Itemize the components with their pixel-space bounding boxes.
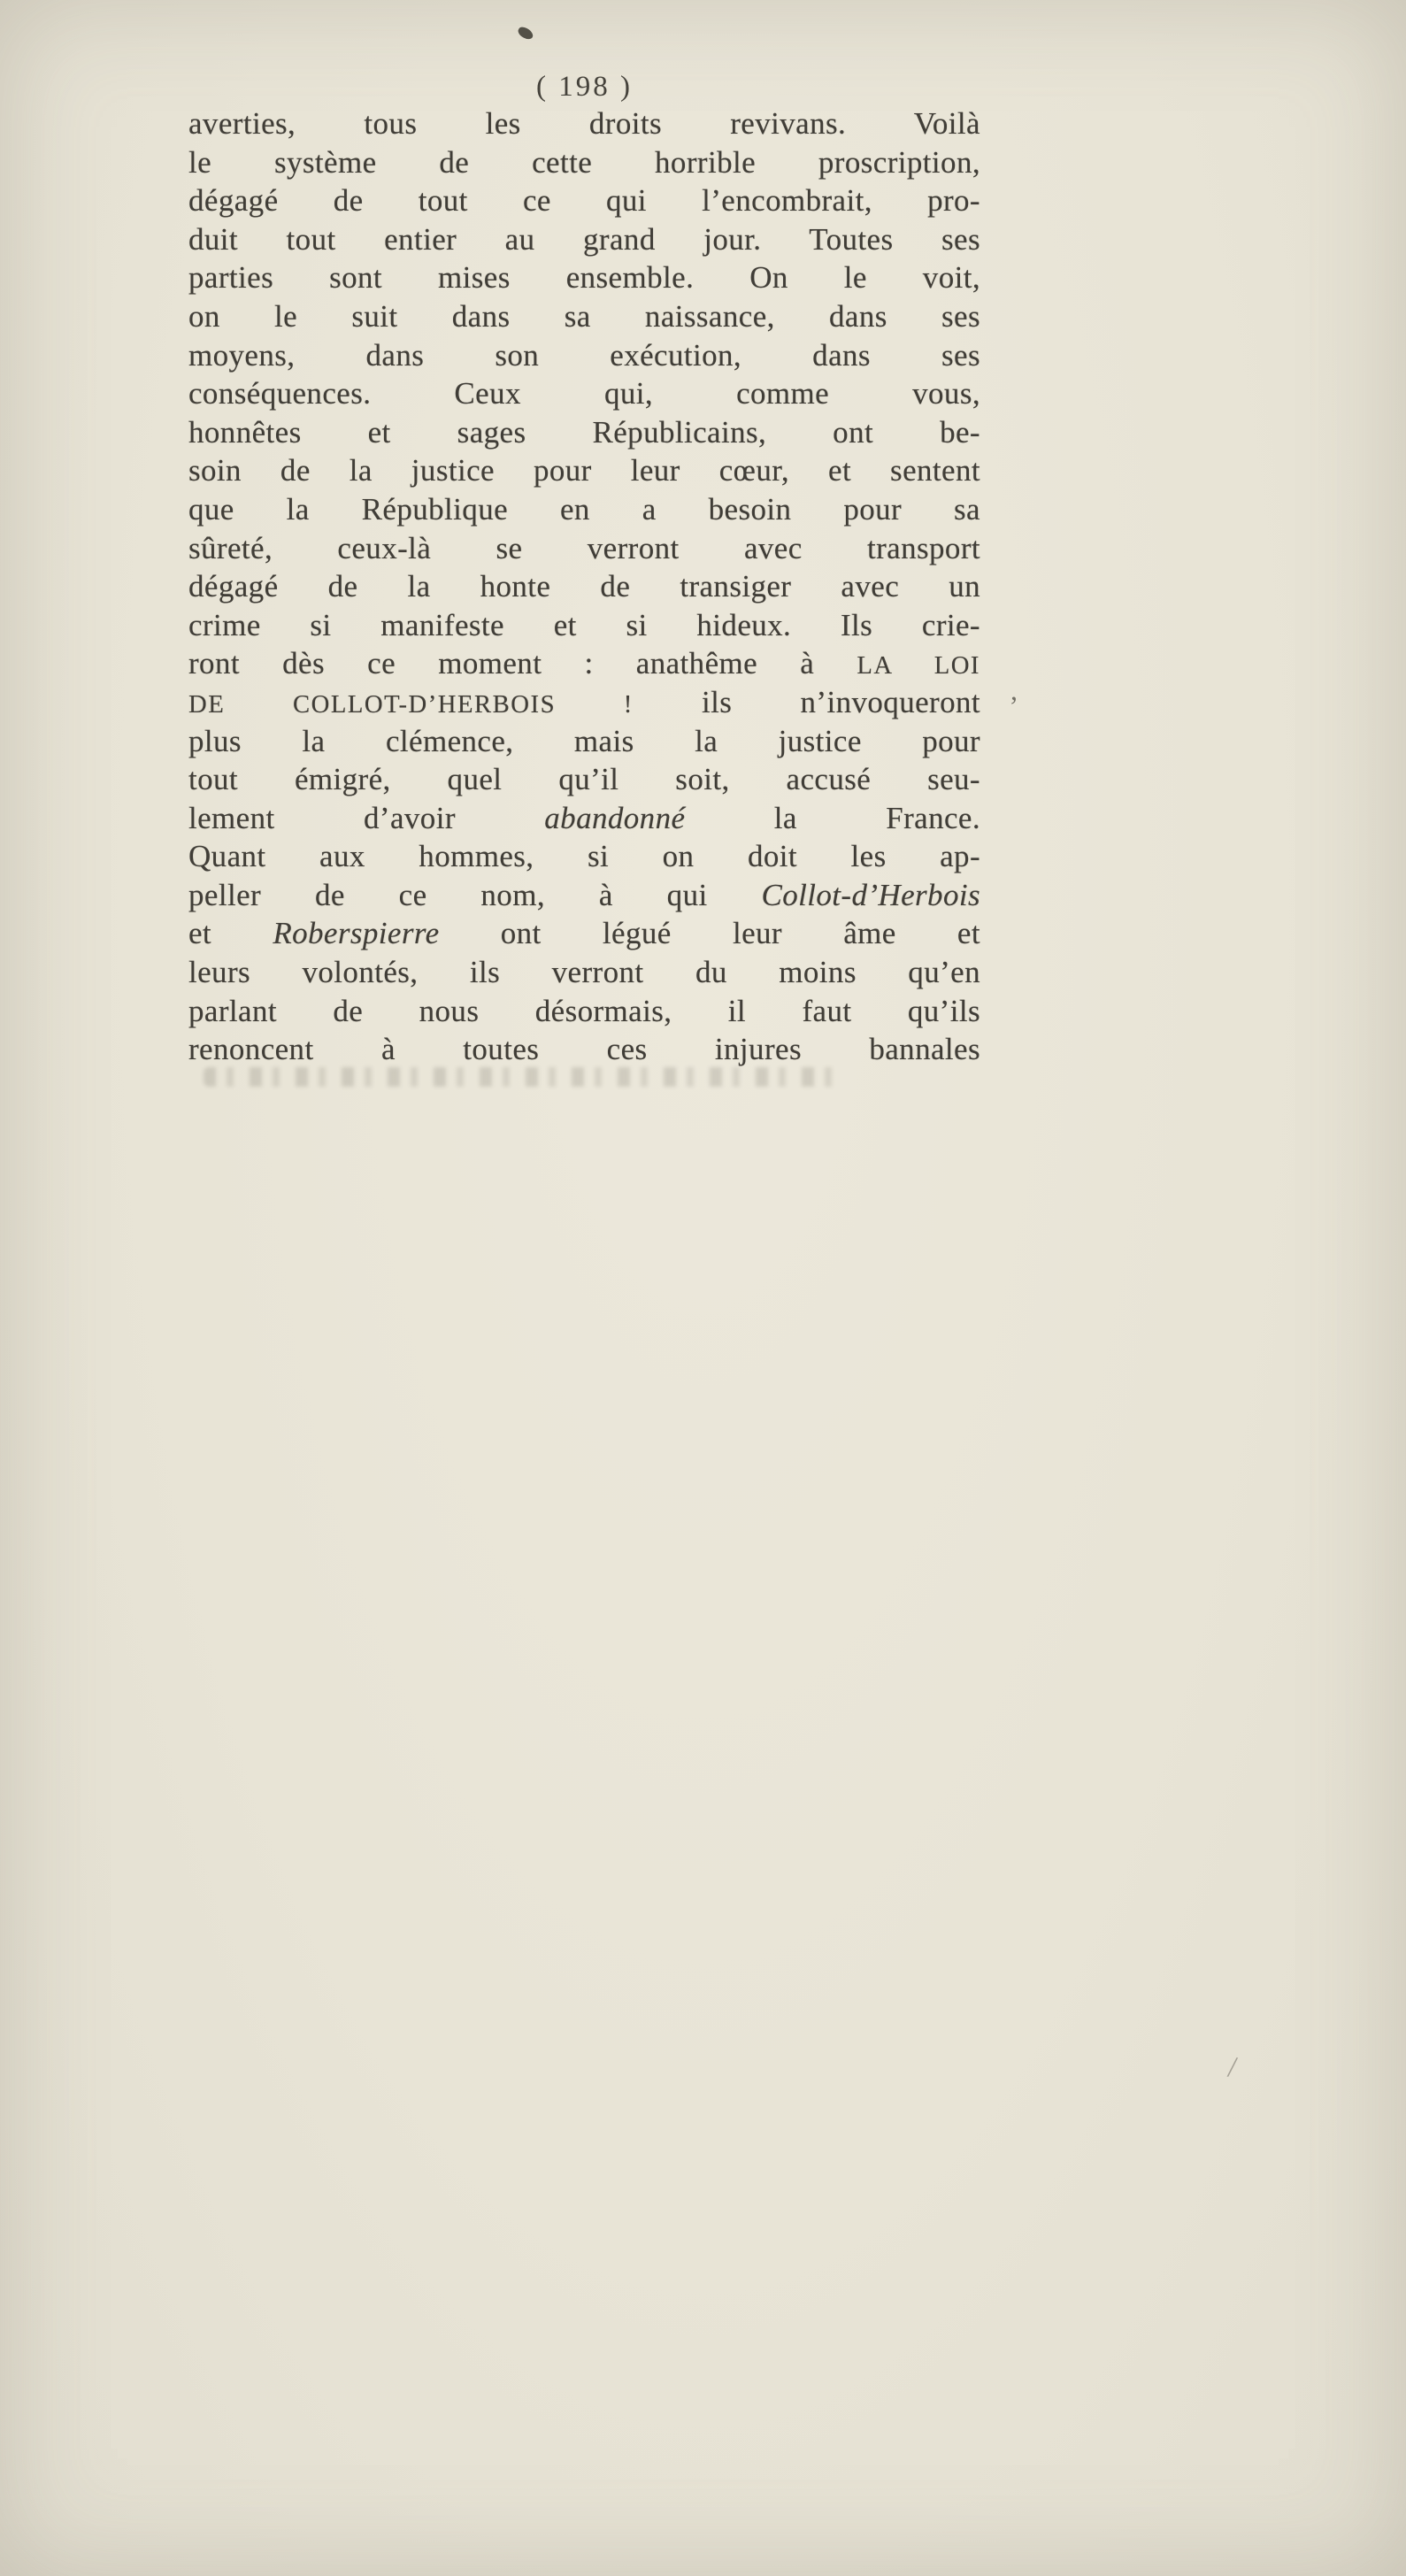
text-segment: duit tout entier au grand jour. Toutes ses — [188, 221, 980, 257]
corner-stray-mark: / — [1225, 2050, 1240, 2085]
text-line — [188, 760, 980, 799]
margin-stray-mark: , — [1010, 674, 1018, 706]
text-segment: soin de la justice pour leur cœur, et sentent — [188, 453, 980, 488]
text-segment: sûreté, ceux-là se verront avec transport — [188, 530, 980, 565]
text-line — [188, 181, 980, 220]
text-segment: abandonné — [544, 800, 686, 835]
text-line — [188, 683, 980, 722]
ink-blot-mark — [516, 25, 534, 41]
text-line — [188, 104, 980, 143]
text-line — [188, 992, 980, 1031]
text-segment: ils n’invoqueront — [633, 684, 981, 719]
text-segment: honnêtes et sages Républicains, ont be- — [188, 414, 980, 450]
text-line — [188, 567, 980, 606]
text-line — [188, 297, 980, 336]
text-segment: lement d’avoir — [188, 800, 545, 835]
text-segment: dégagé de tout ce qui l’encombrait, pro- — [188, 183, 980, 219]
text-line — [188, 644, 980, 683]
text-segment: que la République en a besoin pour sa — [188, 491, 980, 527]
text-segment: Roberspierre — [273, 916, 440, 951]
text-segment: DE COLLOT-D’HERBOIS ! — [188, 689, 634, 719]
text-line — [188, 374, 980, 413]
text-segment: ront dès ce moment : anathême à — [188, 646, 857, 681]
text-segment: averties, tous les droits revivans. Voilà — [188, 106, 980, 141]
text-segment: le système de cette horrible proscription, — [188, 144, 980, 180]
ink-bleed-smudge — [204, 1067, 841, 1087]
text-segment: la France. — [685, 800, 980, 835]
text-segment: parties sont mises ensemble. On le voit, — [188, 260, 980, 296]
page-number: ( 198 ) — [536, 71, 633, 103]
text-line — [188, 413, 980, 452]
text-segment: parlant de nous désormais, il faut qu’ils — [188, 993, 980, 1028]
text-line — [188, 837, 980, 876]
text-segment: plus la clémence, mais la justice pour — [188, 723, 980, 758]
text-line — [188, 722, 980, 761]
text-segment: leurs volontés, ils verront du moins qu’en — [188, 955, 980, 990]
text-segment: LA LOI — [857, 651, 980, 681]
text-line — [188, 914, 980, 953]
text-line — [188, 799, 980, 838]
text-line — [188, 220, 980, 259]
text-segment: moyens, dans son exécution, dans ses — [188, 337, 980, 373]
text-line — [188, 336, 980, 375]
text-line — [188, 143, 980, 182]
text-segment: tout émigré, quel qu’il soit, accusé seu- — [188, 762, 980, 797]
text-line — [188, 451, 980, 490]
text-line — [188, 258, 980, 297]
text-segment: ont légué leur âme et — [439, 916, 980, 951]
text-segment: peller de ce nom, à qui — [188, 877, 762, 912]
text-segment: dégagé de la honte de transiger avec un — [188, 569, 980, 604]
text-segment: crime si manifeste et si hideux. Ils crie- — [188, 607, 980, 642]
text-segment: renoncent à toutes ces injures bannales — [188, 1032, 980, 1067]
text-line — [188, 876, 980, 915]
text-line — [188, 529, 980, 568]
text-segment: conséquences. Ceux qui, comme vous, — [188, 376, 980, 411]
text-line — [188, 1030, 980, 1069]
body-text-block — [188, 104, 980, 1069]
text-segment: Collot-d’Herbois — [761, 877, 980, 912]
text-segment: on le suit dans sa naissance, dans ses — [188, 298, 980, 334]
text-segment: et — [188, 916, 273, 951]
text-line — [188, 490, 980, 529]
text-line — [188, 606, 980, 645]
text-segment: Quant aux hommes, si on doit les ap- — [188, 839, 980, 874]
text-line — [188, 953, 980, 992]
